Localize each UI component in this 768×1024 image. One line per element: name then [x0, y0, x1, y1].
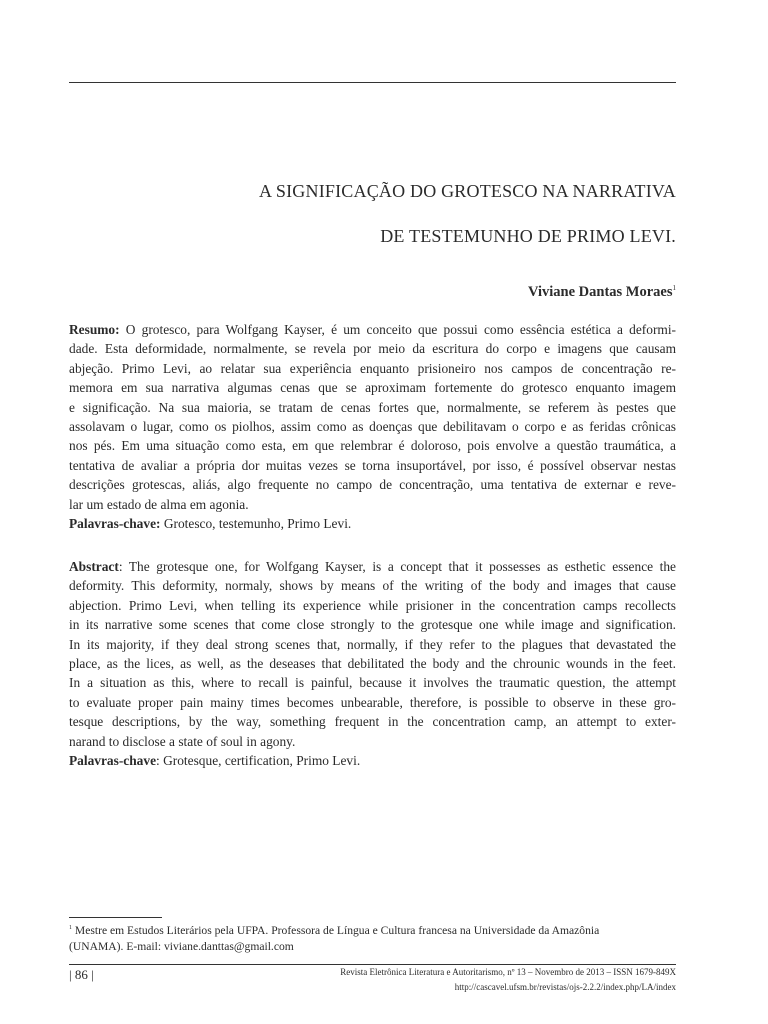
author-footnote-marker: 1 — [672, 284, 676, 293]
footnote — [69, 920, 676, 955]
resumo-line: Resumo: O grotesco, para Wolfgang Kayser, é um conceito que possui como essência estética a deformi- — [69, 322, 676, 337]
abstract-line: tesque descriptions, by the way, something frequent in the concentration camp, an attempt to exter- — [69, 714, 676, 730]
resumo-line: tentativa de avaliar a própria dor muitas vezes se torna insuportável, por isso, é possível observar nestas — [69, 457, 676, 473]
abstract-line: narand to disclose a state of soul in agony. — [69, 733, 296, 749]
abstract-line: Abstract: The grotesque one, for Wolfgang Kayser, is a concept that it possesses as esthetic essence the — [69, 559, 676, 574]
article-title-line-2: DE TESTEMUNHO DE PRIMO LEVI. — [380, 226, 676, 246]
abstract-line: place, as the lices, as well, as the deseases that debilitated the body and the chrounic wounds in the feet. — [69, 655, 676, 671]
author-name — [69, 284, 676, 301]
footnote-line-1: $^1$ Mestre em Estudos Literários pela UFPA. Professora de Língua e Cultura francesa na Universidade da Amazônia — [69, 923, 600, 937]
resumo-line: memora em sua narrativa algumas cenas que se aproximam fortemente do grotesco enquanto imagem — [69, 380, 676, 396]
abstract-line: abjection. Primo Levi, when telling its experience while prisioner in the concentration camps recollects — [69, 597, 676, 613]
abstract-keywords-label: Palavras-chave — [69, 752, 157, 768]
abstract-line: deformity. This deformity, normaly, shows by means of the writing of the body and images that cause — [69, 578, 676, 594]
journal-citation: Revista Eletrônica Literatura e Autoritarismo, nº 13 – Novembro de 2013 – ISSN 1679-849X — [340, 967, 676, 977]
article-title-line-1: A SIGNIFICAÇÃO DO GROTESCO NA NARRATIVA — [258, 181, 676, 201]
abstract-line: in its narrative some scenes that come close strongly to the grotesque one while image and signification. — [69, 617, 676, 633]
resumo-line: nos pés. Em uma situação como esta, em que relembrar é doloroso, pois envolve a questão traumática, a — [69, 438, 676, 454]
page-number: | 86 | — [69, 967, 94, 982]
resumo-section — [69, 320, 676, 533]
abstract-line: to evaluate proper pain mainy times becomes unbearable, therefore, is possible to observe in these gro- — [69, 694, 676, 710]
footnote-rule — [69, 917, 162, 918]
resumo-keywords: Palavras-chave: Grotesco, testemunho, Primo Levi. — [69, 515, 352, 531]
header-rule — [69, 82, 676, 83]
resumo-line: abjeção. Primo Levi, ao relatar sua experiência enquanto prisioneiro nos campos de concentração re- — [69, 360, 676, 376]
resumo-line: descrições grotescas, aliás, algo frequente no campo de concentração, uma tentativa de externar e reve- — [69, 477, 676, 493]
abstract-label: Abstract — [69, 559, 119, 574]
resumo-keywords-label: Palavras-chave: — [69, 515, 161, 531]
footnote-marker: 1 — [69, 925, 72, 931]
abstract-keywords: Palavras-chave: Grotesque, certification, Primo Levi. — [69, 752, 361, 768]
journal-url: http://cascavel.ufsm.br/revistas/ojs-2.2.2/index.php/LA/index — [454, 982, 676, 992]
abstract-section — [69, 557, 676, 770]
abstract-line: In its majority, if they deal strong scenes that, normally, if they refer to the plagues that devastated the — [69, 636, 676, 652]
resumo-line: dade. Esta deformidade, normalmente, se revela por meio da escritura do corpo e imagens que causam — [69, 341, 676, 357]
footnote-line-2: (UNAMA). E-mail: viviane.danttas@gmail.com — [69, 939, 294, 953]
abstract-line: In a situation as this, where to recall is painful, because it involves the traumatic question, the attempt — [69, 675, 676, 691]
resumo-line: lar um estado de alma em agonia. — [69, 496, 249, 512]
resumo-line: assolavam o lugar, como os piolhos, assim como as doenças que debilitavam o corpo e as feridas crônicas — [69, 418, 676, 434]
resumo-line: e significação. Na sua maioria, se tratam de cenas fortes que, normalmente, se referem às pestes que — [69, 399, 676, 415]
resumo-label: Resumo: — [69, 322, 120, 337]
journal-footer — [69, 965, 676, 995]
author-name-text: Viviane Dantas Moraes — [528, 284, 673, 300]
